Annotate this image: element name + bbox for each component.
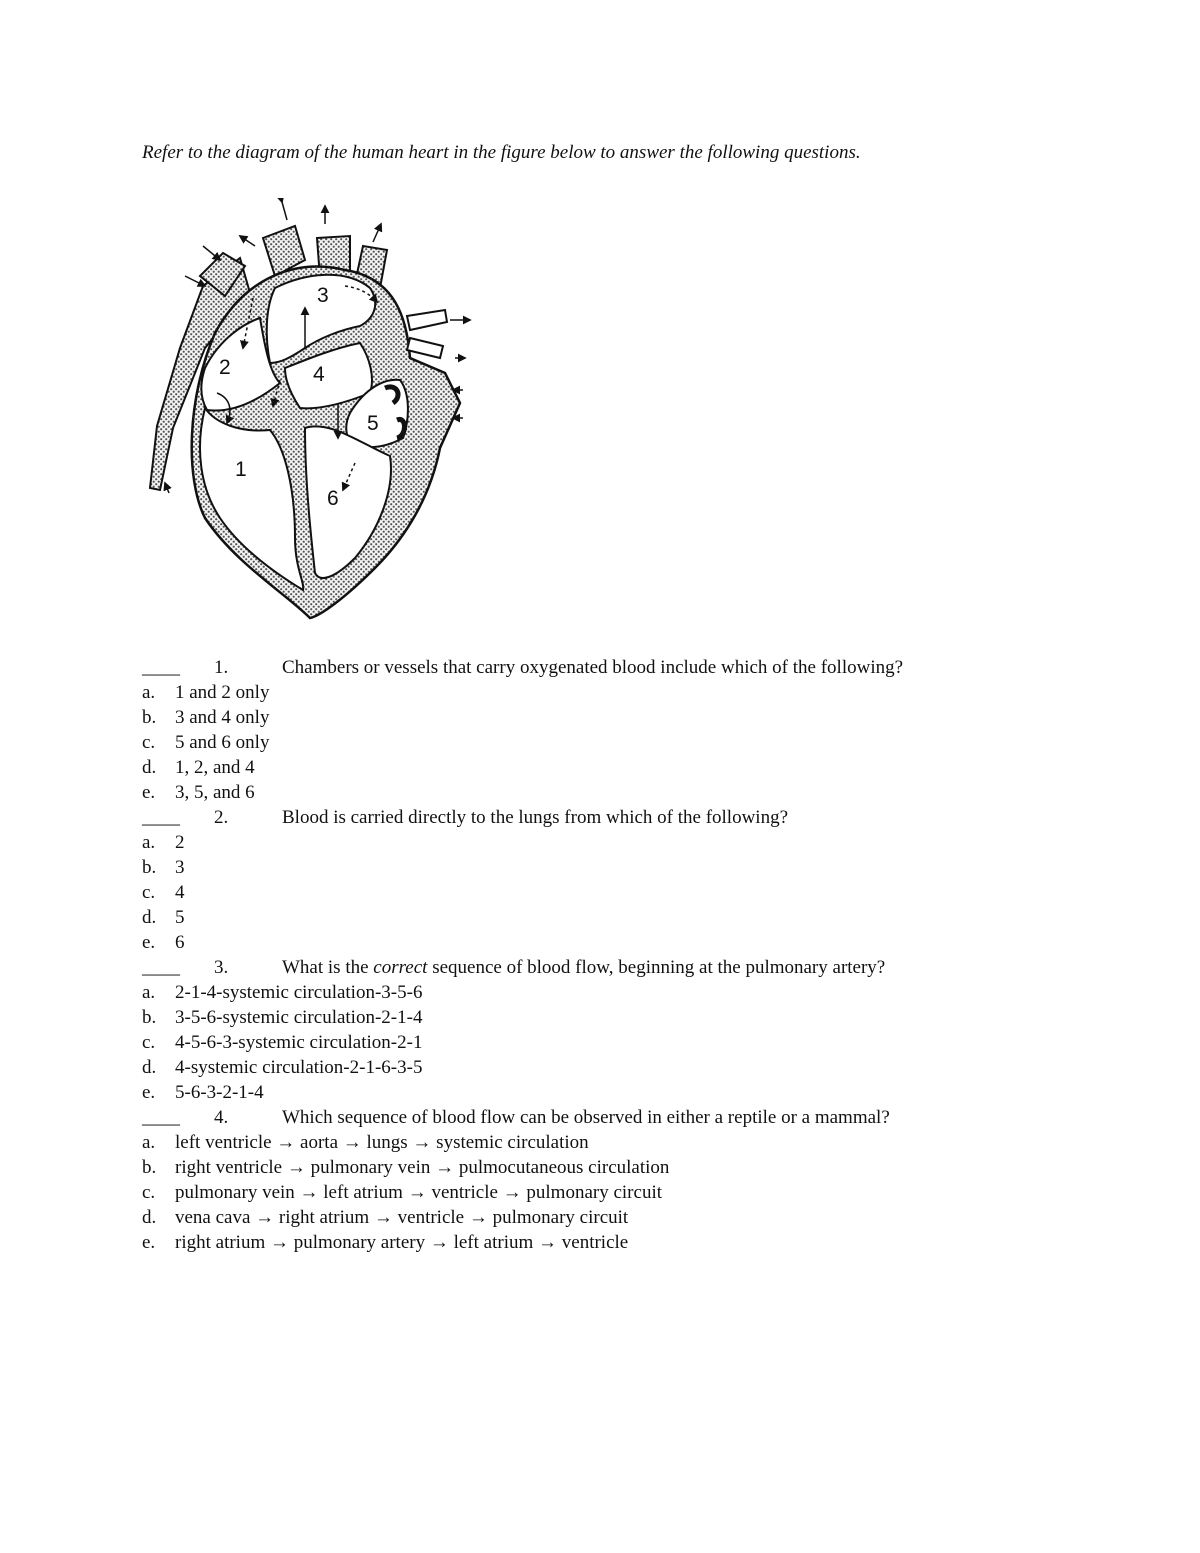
pulmonary-vessel-lower — [407, 338, 443, 358]
option-letter: d. — [142, 1207, 157, 1228]
option-text: 5 and 6 only — [175, 732, 270, 753]
option-letter: b. — [142, 1007, 157, 1028]
question-text: Blood is carried directly to the lungs from which of the following? — [282, 807, 789, 828]
option-letter: c. — [142, 882, 156, 903]
option-letter: e. — [142, 782, 156, 803]
option-letter: b. — [142, 1157, 157, 1178]
label-5: 5 — [367, 412, 379, 435]
question-text-emphasis: correct — [373, 957, 428, 978]
flow-arrow — [373, 224, 381, 242]
option-text: pulmonary vein → left atrium → ventricle → pulmonary circuit — [175, 1182, 663, 1203]
flow-arrow — [240, 236, 255, 246]
pulmonary-vessel-upper — [407, 310, 447, 330]
flow-arrow — [203, 246, 220, 260]
option-letter: b. — [142, 857, 157, 878]
answer-blank[interactable]: ____ — [142, 957, 180, 978]
option-letter: c. — [142, 1032, 156, 1053]
option-text: 2 — [175, 832, 185, 853]
option-text: 3, 5, and 6 — [175, 782, 255, 803]
question-number: 1. — [214, 657, 229, 678]
option-letter: c. — [142, 1182, 156, 1203]
question-1-stem — [142, 655, 1152, 680]
option-text: 4 — [175, 882, 185, 903]
option-letter: a. — [142, 832, 156, 853]
question-text-start: What is the — [282, 957, 374, 978]
option-text: 2-1-4-systemic circulation-3-5-6 — [175, 982, 423, 1003]
option-text: 1, 2, and 4 — [175, 757, 255, 778]
label-4: 4 — [313, 363, 325, 386]
option-text: left ventricle → aorta → lungs → systemic circulation — [175, 1132, 589, 1153]
option-letter: e. — [142, 932, 156, 953]
option-row — [142, 880, 1152, 905]
option-row — [142, 1180, 1152, 1205]
option-row — [142, 905, 1152, 930]
option-row — [142, 1155, 1152, 1180]
option-letter: c. — [142, 732, 156, 753]
question-number: 2. — [214, 807, 229, 828]
question-text: Chambers or vessels that carry oxygenated blood include which of the following? — [282, 657, 904, 678]
option-text: 5-6-3-2-1-4 — [175, 1082, 264, 1103]
question-3-stem — [142, 955, 1152, 980]
instructions: Refer to the diagram of the human heart in the figure below to answer the following questions. — [142, 142, 861, 163]
option-letter: e. — [142, 1232, 156, 1253]
flow-arrow — [282, 202, 287, 220]
option-row — [142, 1030, 1152, 1055]
option-row — [142, 730, 1152, 755]
question-2-stem — [142, 805, 1152, 830]
option-row — [142, 1130, 1152, 1155]
option-row — [142, 755, 1152, 780]
option-row — [142, 1005, 1152, 1030]
question-number: 4. — [214, 1107, 229, 1128]
option-text: 3-5-6-systemic circulation-2-1-4 — [175, 1007, 423, 1028]
option-row — [142, 980, 1152, 1005]
label-3: 3 — [317, 284, 329, 307]
option-row — [142, 1080, 1152, 1105]
option-text: 3 and 4 only — [175, 707, 270, 728]
option-row — [142, 930, 1152, 955]
option-letter: a. — [142, 982, 156, 1003]
option-letter: e. — [142, 1082, 156, 1103]
question-4-stem — [142, 1105, 1152, 1130]
label-1: 1 — [235, 458, 247, 481]
option-row — [142, 1205, 1152, 1230]
option-letter: d. — [142, 757, 157, 778]
option-row — [142, 780, 1152, 805]
option-row — [142, 1230, 1152, 1255]
question-number: 3. — [214, 957, 229, 978]
option-text: right atrium → pulmonary artery → left atrium → ventricle — [175, 1232, 629, 1253]
option-row — [142, 855, 1152, 880]
option-row — [142, 1055, 1152, 1080]
flow-arrow — [165, 483, 169, 493]
option-text: 4-5-6-3-systemic circulation-2-1 — [175, 1032, 423, 1053]
option-letter: d. — [142, 907, 157, 928]
answer-blank[interactable]: ____ — [142, 807, 180, 828]
option-text: 5 — [175, 907, 185, 928]
option-letter: d. — [142, 1057, 157, 1078]
label-6: 6 — [327, 487, 339, 510]
option-text: right ventricle → pulmonary vein → pulmocutaneous circulation — [175, 1157, 670, 1178]
label-2: 2 — [219, 356, 231, 379]
question-list — [142, 655, 1152, 1255]
option-text: vena cava → right atrium → ventricle → pulmonary circuit — [175, 1207, 629, 1228]
question-text: Which sequence of blood flow can be observed in either a reptile or a mammal? — [282, 1107, 890, 1128]
option-text: 4-systemic circulation-2-1-6-3-5 — [175, 1057, 423, 1078]
option-row — [142, 680, 1152, 705]
option-letter: a. — [142, 1132, 156, 1153]
option-row — [142, 830, 1152, 855]
question-text-end: sequence of blood flow, beginning at the pulmonary artery? — [427, 957, 886, 978]
option-text: 6 — [175, 932, 185, 953]
option-letter: a. — [142, 682, 156, 703]
option-letter: b. — [142, 707, 157, 728]
option-text: 1 and 2 only — [175, 682, 270, 703]
answer-blank[interactable]: ____ — [142, 1107, 180, 1128]
option-text: 3 — [175, 857, 185, 878]
option-row — [142, 705, 1152, 730]
question-text — [282, 955, 885, 980]
heart-diagram — [145, 198, 480, 623]
answer-blank[interactable]: ____ — [142, 657, 180, 678]
